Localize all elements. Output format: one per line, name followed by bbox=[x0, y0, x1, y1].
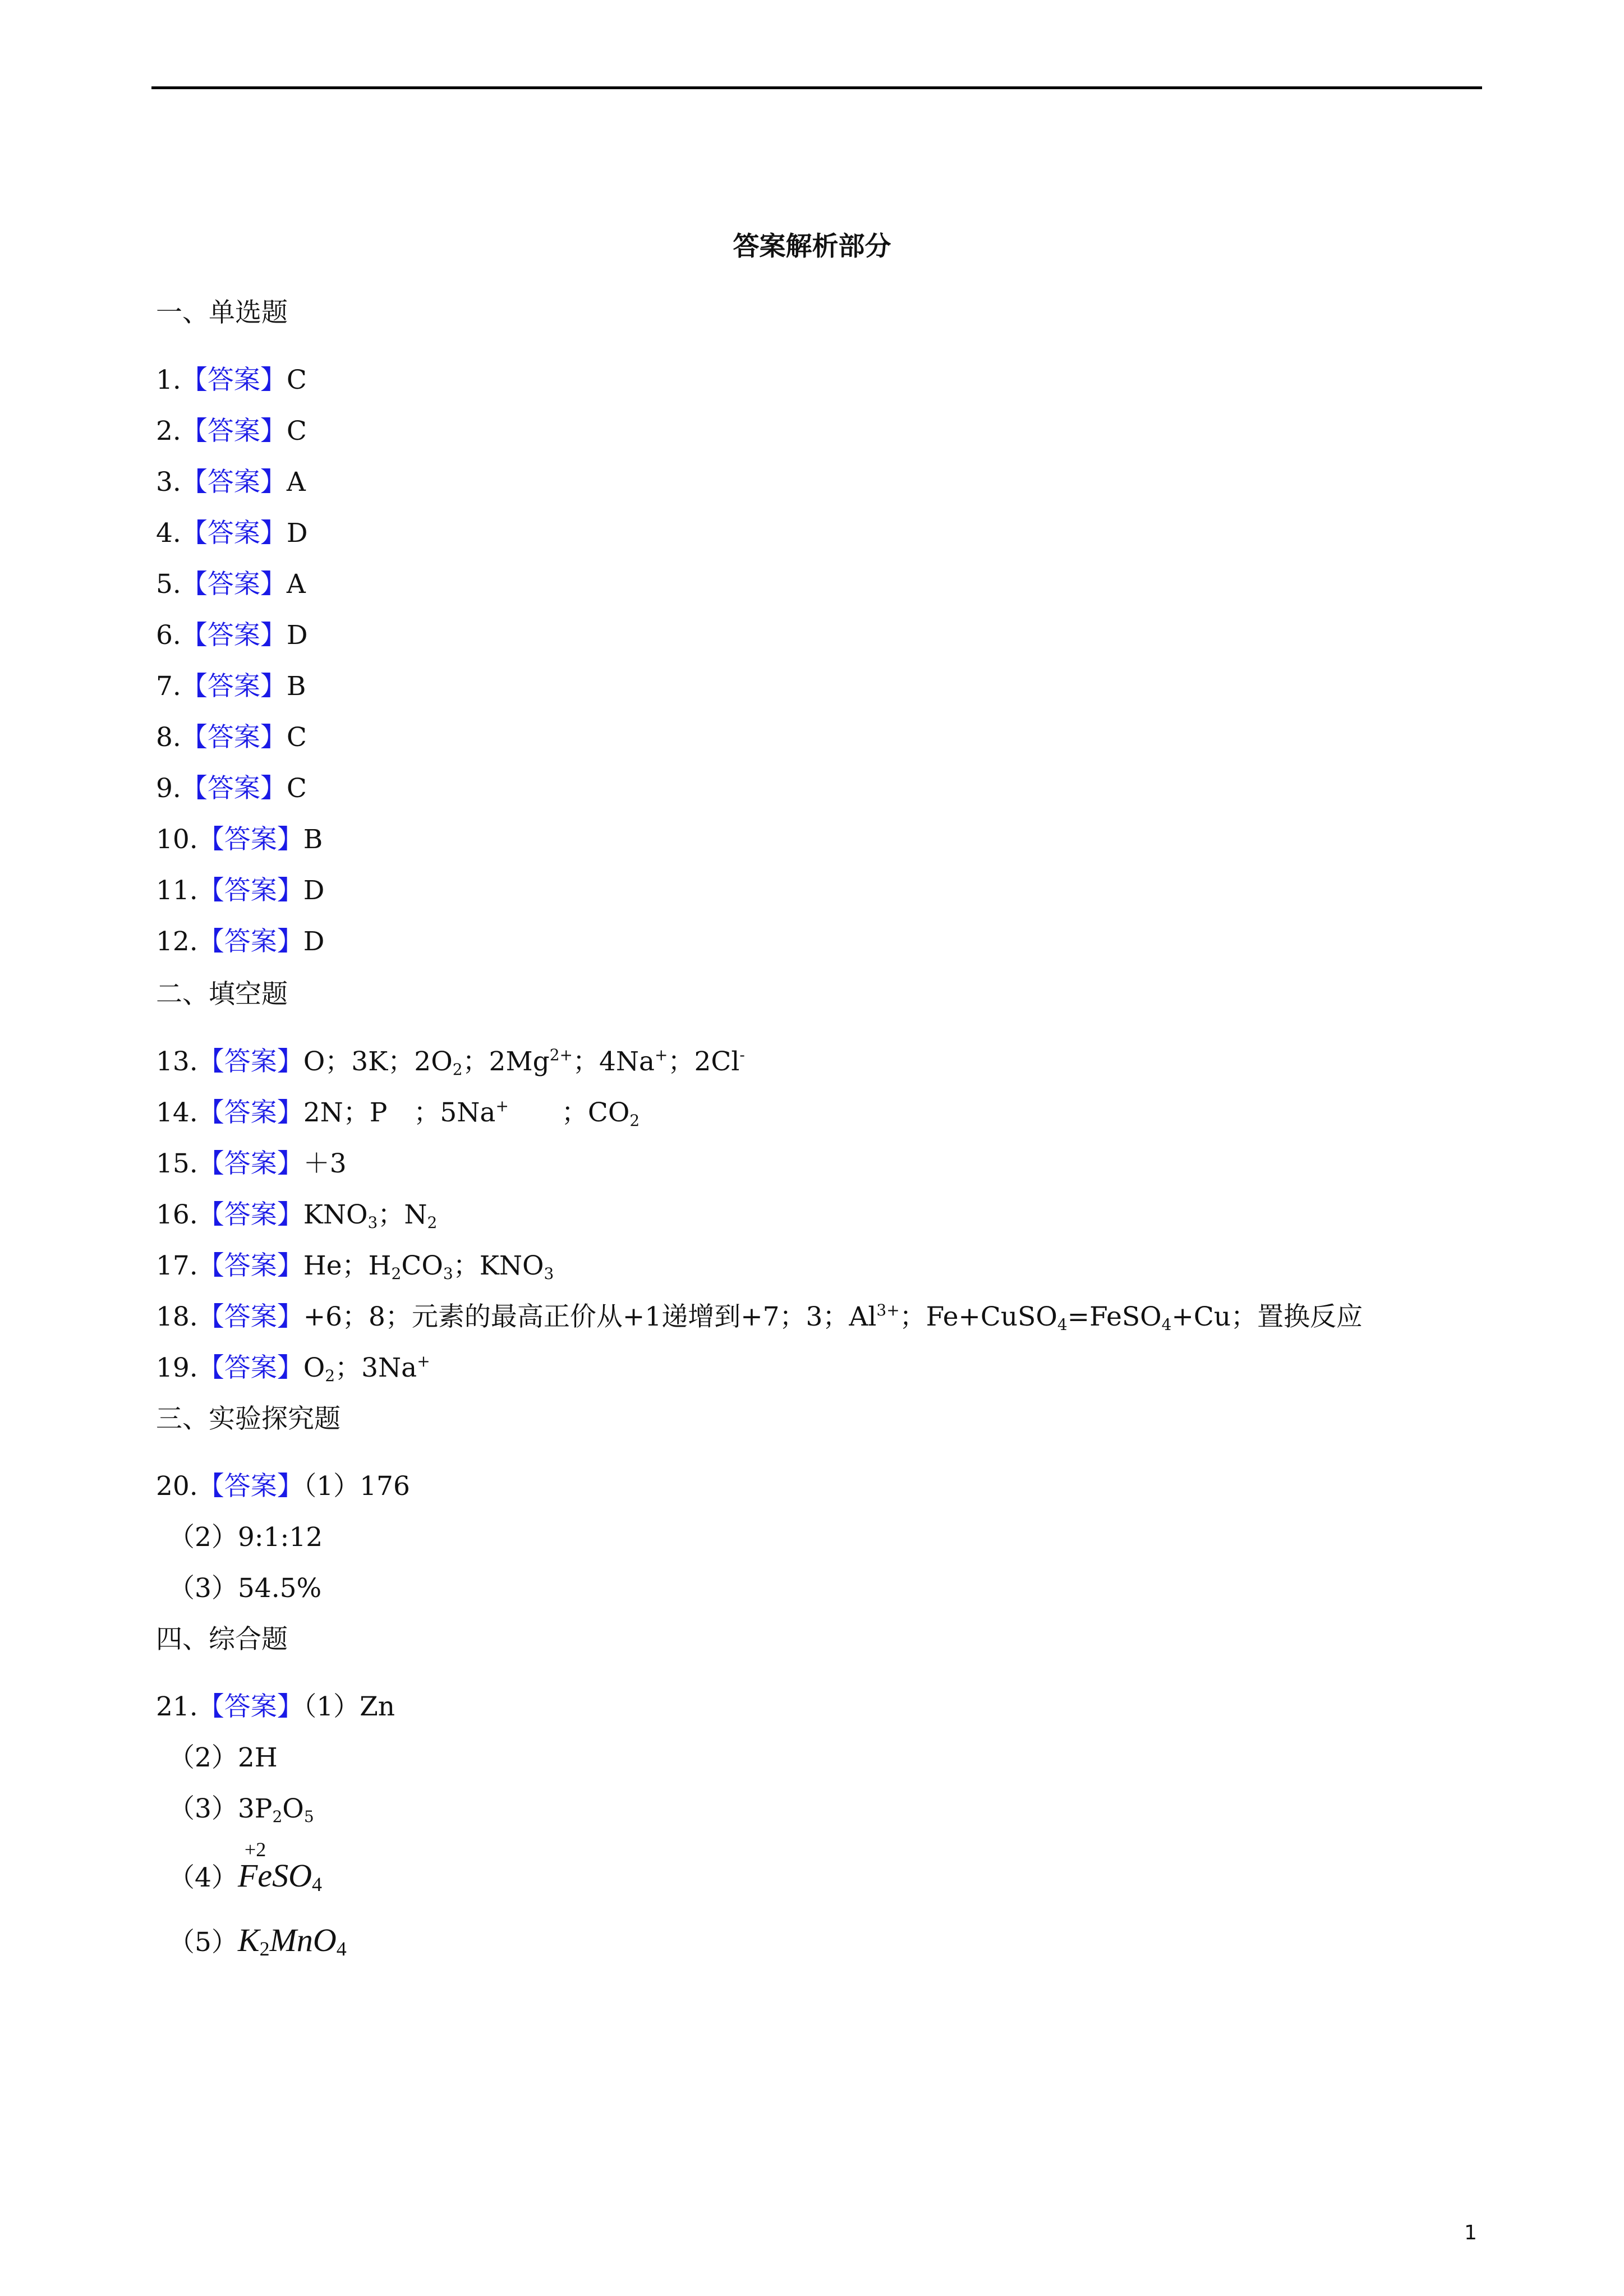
question-number: 17. bbox=[156, 1250, 198, 1281]
question-number: 21. bbox=[156, 1691, 198, 1722]
subscript: 4 bbox=[336, 1938, 347, 1960]
subscript: 2 bbox=[272, 1807, 283, 1826]
answer-letter: A bbox=[286, 569, 306, 600]
question-number: 13. bbox=[156, 1046, 198, 1077]
answer-text: 2N；P ；5Na bbox=[303, 1097, 496, 1128]
question-number: 15. bbox=[156, 1148, 198, 1179]
subscript: 5 bbox=[303, 1807, 314, 1826]
answer-tag: 【答案】 bbox=[197, 1691, 303, 1722]
answer-tag: 【答案】 bbox=[181, 416, 287, 447]
section-heading-experiment: 三、实验探究题 bbox=[156, 1404, 341, 1434]
page-number: 1 bbox=[1464, 2221, 1477, 2244]
answer-tag: 【答案】 bbox=[181, 620, 287, 651]
question-number: 14. bbox=[156, 1097, 198, 1128]
subscript: 2 bbox=[629, 1111, 640, 1130]
answer-tag: 【答案】 bbox=[197, 1471, 303, 1502]
section-heading-single-choice: 一、单选题 bbox=[156, 297, 288, 328]
answer-row bbox=[156, 665, 306, 703]
answer-letter: B bbox=[303, 824, 323, 855]
subscript: 4 bbox=[311, 1873, 322, 1895]
answer-tag: 【答案】 bbox=[197, 1352, 303, 1383]
answer-part-21-4 bbox=[168, 1838, 322, 1896]
question-number: 11. bbox=[156, 875, 198, 906]
answer-text: +Cu；置换反应 bbox=[1171, 1301, 1363, 1332]
formula-text: SO bbox=[272, 1857, 312, 1894]
formula-text: MnO bbox=[269, 1922, 337, 1958]
question-number: 6. bbox=[156, 620, 181, 651]
question-number: 12. bbox=[156, 926, 198, 957]
answer-text: ；3Na bbox=[335, 1352, 417, 1383]
answer-letter: C bbox=[286, 773, 307, 804]
answer-text: He；H bbox=[303, 1250, 392, 1281]
answer-text: O bbox=[303, 1352, 325, 1383]
answer-row bbox=[156, 869, 324, 907]
answer-text: ；N bbox=[378, 1199, 427, 1230]
answer-row bbox=[156, 716, 307, 754]
answer-text: ；KNO bbox=[453, 1250, 544, 1281]
answer-tag: 【答案】 bbox=[197, 1148, 303, 1179]
answer-text: （3）3P bbox=[168, 1793, 273, 1824]
answer-tag: 【答案】 bbox=[181, 722, 287, 753]
answer-row bbox=[156, 410, 307, 448]
question-number: 5. bbox=[156, 569, 181, 600]
subscript: 4 bbox=[1057, 1315, 1068, 1334]
answer-row-20 bbox=[156, 1465, 410, 1503]
formula-text: K bbox=[237, 1922, 260, 1958]
answer-text: =FeSO bbox=[1067, 1301, 1162, 1332]
answer-row bbox=[156, 921, 324, 958]
valence-label: +2 bbox=[244, 1838, 266, 1861]
subscript: 2 bbox=[452, 1060, 463, 1079]
section-heading-fill-blank: 二、填空题 bbox=[156, 979, 288, 1010]
answer-row bbox=[156, 512, 308, 550]
answer-letter: D bbox=[286, 620, 308, 651]
question-number: 4. bbox=[156, 518, 181, 549]
superscript: + bbox=[655, 1046, 668, 1064]
subscript: 2 bbox=[427, 1213, 438, 1232]
answer-row bbox=[156, 818, 323, 856]
question-number: 2. bbox=[156, 416, 181, 447]
header-rule bbox=[151, 86, 1482, 89]
question-number: 8. bbox=[156, 722, 181, 753]
question-number: 19. bbox=[156, 1352, 198, 1383]
answer-tag: 【答案】 bbox=[197, 1046, 303, 1077]
answer-row-14 bbox=[156, 1092, 640, 1130]
page-title: 答案解析部分 bbox=[733, 231, 891, 262]
answer-letter: D bbox=[286, 518, 308, 549]
question-number: 7. bbox=[156, 671, 181, 702]
answer-text: （1）176 bbox=[303, 1471, 410, 1502]
answer-text: ＋3 bbox=[303, 1148, 347, 1179]
answer-text: （4） bbox=[168, 1862, 238, 1893]
answer-text: （5） bbox=[168, 1927, 238, 1958]
subscript: 2 bbox=[391, 1264, 402, 1283]
subscript: 4 bbox=[1161, 1315, 1172, 1334]
answer-tag: 【答案】 bbox=[197, 926, 303, 957]
answer-text: CO bbox=[401, 1250, 443, 1281]
answer-row-13 bbox=[156, 1041, 745, 1079]
subscript: 3 bbox=[443, 1264, 453, 1283]
valence-fe bbox=[237, 1838, 273, 1894]
answer-row-17 bbox=[156, 1245, 554, 1283]
answer-letter: A bbox=[286, 467, 306, 498]
formula-text: Fe bbox=[237, 1857, 273, 1894]
answer-text: ；2Cl bbox=[668, 1046, 740, 1077]
answer-tag: 【答案】 bbox=[197, 1097, 303, 1128]
answer-tag: 【答案】 bbox=[197, 1301, 303, 1332]
answer-tag: 【答案】 bbox=[181, 518, 287, 549]
answer-tag: 【答案】 bbox=[181, 671, 287, 702]
answer-tag: 【答案】 bbox=[181, 467, 287, 498]
formula-feso4 bbox=[237, 1838, 322, 1895]
answer-row bbox=[156, 614, 308, 652]
subscript: 3 bbox=[544, 1264, 554, 1283]
answer-letter: D bbox=[303, 926, 325, 957]
answer-tag: 【答案】 bbox=[197, 1199, 303, 1230]
question-number: 10. bbox=[156, 824, 198, 855]
answer-tag: 【答案】 bbox=[197, 824, 303, 855]
section-heading-comprehensive: 四、综合题 bbox=[156, 1624, 288, 1655]
answer-letter: C bbox=[286, 416, 307, 447]
answer-part-20-2: （2）9:1:12 bbox=[168, 1522, 323, 1553]
formula-k2mno4 bbox=[238, 1922, 347, 1958]
answer-text: O；3K；2O bbox=[303, 1046, 453, 1077]
answer-text: ；CO bbox=[508, 1097, 630, 1128]
answer-row bbox=[156, 563, 306, 601]
answer-tag: 【答案】 bbox=[181, 365, 287, 395]
answer-letter: C bbox=[286, 365, 307, 395]
superscript: 3+ bbox=[876, 1301, 900, 1319]
superscript: 2+ bbox=[549, 1046, 573, 1064]
answer-row-15 bbox=[156, 1143, 347, 1180]
answer-part-21-2: （2）2H bbox=[168, 1742, 278, 1773]
subscript: 2 bbox=[259, 1938, 270, 1960]
answer-row-21 bbox=[156, 1686, 395, 1723]
subscript: 3 bbox=[367, 1213, 378, 1232]
superscript: - bbox=[739, 1046, 745, 1064]
answer-row bbox=[156, 767, 307, 805]
answer-part-21-3 bbox=[168, 1788, 314, 1826]
answer-tag: 【答案】 bbox=[197, 1250, 303, 1281]
subscript: 2 bbox=[325, 1366, 335, 1385]
answer-row-18 bbox=[156, 1296, 1363, 1334]
answer-text: （1）Zn bbox=[303, 1691, 395, 1722]
answer-row bbox=[156, 359, 307, 397]
question-number: 9. bbox=[156, 773, 181, 804]
answer-letter: B bbox=[286, 671, 306, 702]
answer-letter: D bbox=[303, 875, 325, 906]
question-number: 18. bbox=[156, 1301, 198, 1332]
answer-part-20-3: （3）54.5% bbox=[168, 1573, 322, 1604]
answer-part-21-5 bbox=[168, 1921, 347, 1961]
answer-letter: C bbox=[286, 722, 307, 753]
answer-text: ；2Mg bbox=[462, 1046, 550, 1077]
answer-tag: 【答案】 bbox=[181, 569, 287, 600]
question-number: 20. bbox=[156, 1471, 198, 1502]
superscript: + bbox=[495, 1097, 509, 1115]
answer-tag: 【答案】 bbox=[197, 875, 303, 906]
answer-tag: 【答案】 bbox=[181, 773, 287, 804]
question-number: 3. bbox=[156, 467, 181, 498]
answer-row-16 bbox=[156, 1194, 437, 1232]
answer-text: ；Fe+CuSO bbox=[899, 1301, 1057, 1332]
answer-row-19 bbox=[156, 1347, 430, 1385]
question-number: 1. bbox=[156, 365, 181, 395]
superscript: + bbox=[417, 1352, 430, 1370]
answer-text: ；4Na bbox=[572, 1046, 655, 1077]
question-number: 16. bbox=[156, 1199, 198, 1230]
answer-text: +6；8；元素的最高正价从+1递增到+7；3；Al bbox=[303, 1301, 877, 1332]
answer-row bbox=[156, 461, 306, 499]
answer-text: O bbox=[282, 1793, 304, 1824]
answer-text: KNO bbox=[303, 1199, 368, 1230]
